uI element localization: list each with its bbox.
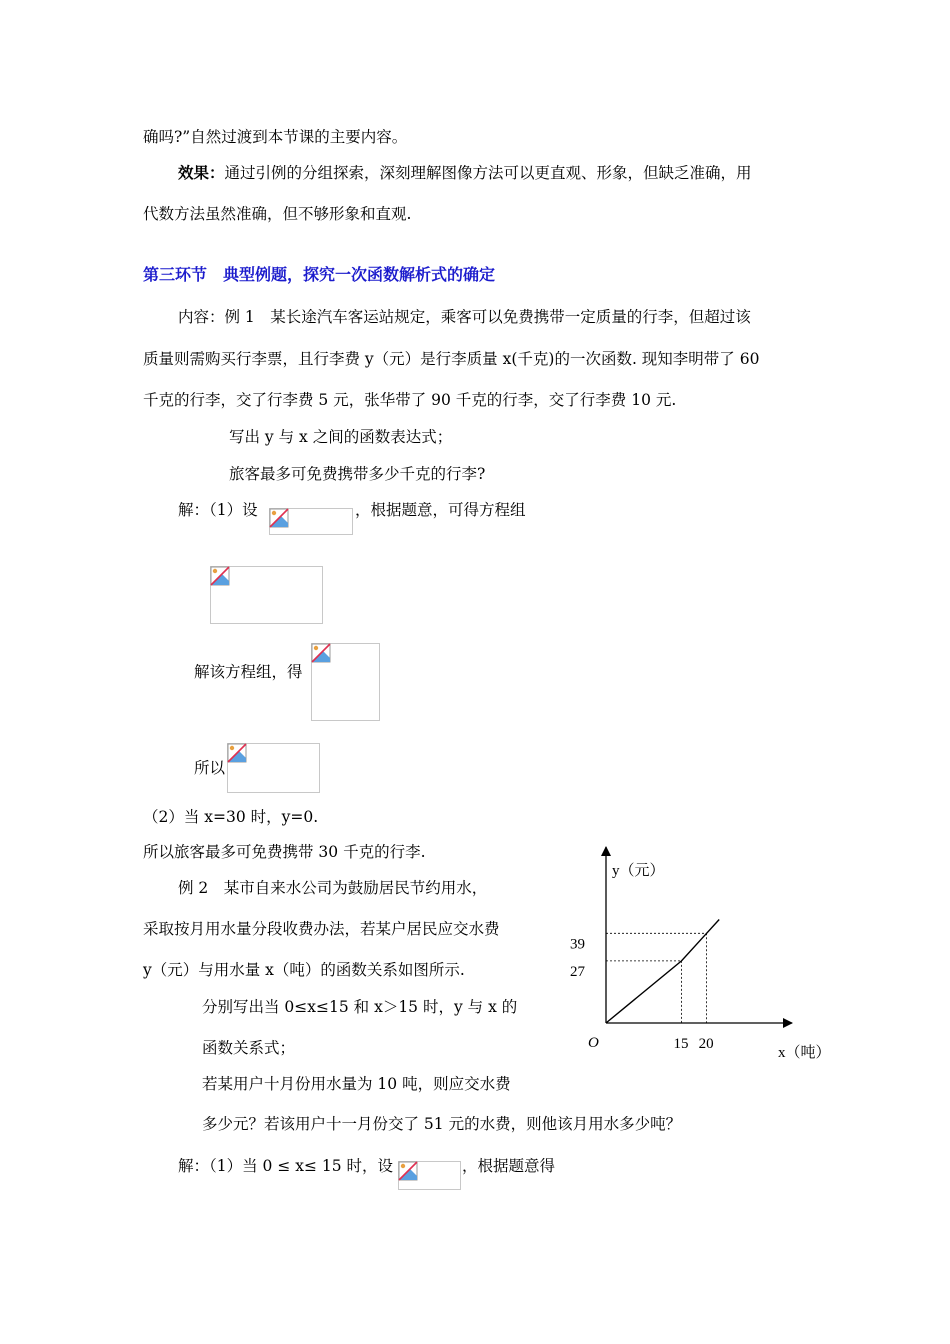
y-tick-label: 27 [570,963,585,980]
result-image-placeholder [227,743,320,793]
y-tick-label: 39 [570,936,585,953]
solution-image-placeholder [311,643,380,721]
example1-line-3: 千克的行李，交了行李费 5 元，张华带了 90 千克的行李，交了行李费 10 元. [143,391,677,409]
example1-line-2: 质量则需购买行李票，且行李费 y（元）是行李质量 x(千克)的一次函数. 现知李明带了 60 [143,350,760,368]
broken-image-icon [227,743,247,763]
effect-line-1 [178,163,752,183]
water-fee-chart [560,835,850,1070]
effect-text: 通过引例的分组探索，深刻理解图像方法可以更直观、形象，但缺乏准确，用 [224,164,752,182]
conclusion-text: 所以旅客最多可免费携带 30 千克的行李. [143,843,426,861]
example1-question-2: 旅客最多可免费携带多少千克的行李? [229,465,486,483]
broken-image-icon [269,508,289,528]
effect-line-2: 代数方法虽然准确，但不够形象和直观. [143,205,412,223]
example2-question-2b: 多少元？若该用户十一月份交了 51 元的水费，则他该月用水多少吨？ [202,1115,682,1133]
example2-line-1: 例 2 某市自来水公司为鼓励居民节约用水， [178,879,488,897]
so-text: 所以 [194,759,226,777]
series-line [606,920,719,1024]
part2-text: （2）当 x=30 时，y=0. [143,808,319,826]
example2-line-3: y（元）与用水量 x（吨）的函数关系如图所示. [143,961,465,979]
example2-question-1a: 分别写出当 0≤x≤15 和 x＞15 时，y 与 x 的 [202,998,518,1016]
example2-line-2: 采取按月用水量分段收费办法，若某户居民应交水费 [143,920,500,938]
equation-system-image-placeholder [210,566,323,624]
solve-text: 解该方程组，得 [194,663,303,681]
intro-line: 确吗?”自然过渡到本节课的主要内容。 [143,128,408,146]
y-axis-label: y（元） [612,863,665,879]
example2-question-2a: 若某用户十月份用水量为 10 吨，则应交水费 [202,1075,511,1093]
example2-solution-start: 解：（1）当 0 ≤ x≤ 15 时，设 [178,1157,394,1175]
formula-image-placeholder [269,508,353,535]
example1-solution-tail: ，根据题意，可得方程组 [355,501,526,519]
effect-label: 效果： [178,164,225,182]
broken-image-icon [210,566,230,586]
example2-question-1b: 函数关系式； [202,1039,296,1057]
broken-image-icon [311,643,331,663]
example1-line-1: 内容：例 1 某长途汽车客运站规定，乘客可以免费携带一定质量的行李，但超过该 [178,308,751,326]
example2-solution-tail: ，根据题意得 [462,1157,556,1175]
example1-solution-start: 解：（1）设 [178,501,258,519]
example1-question-1: 写出 y 与 x 之间的函数表达式； [229,428,453,446]
x-tick-label: 20 [698,1036,714,1052]
section-title: 第三环节 典型例题，探究一次函数解析式的确定 [143,265,496,284]
x-axis-label: x（吨） [778,1045,831,1061]
origin-label: O [588,1035,599,1051]
broken-image-icon [398,1161,418,1181]
x-tick-label: 15 [673,1036,689,1052]
formula-image-placeholder-2 [398,1161,461,1190]
